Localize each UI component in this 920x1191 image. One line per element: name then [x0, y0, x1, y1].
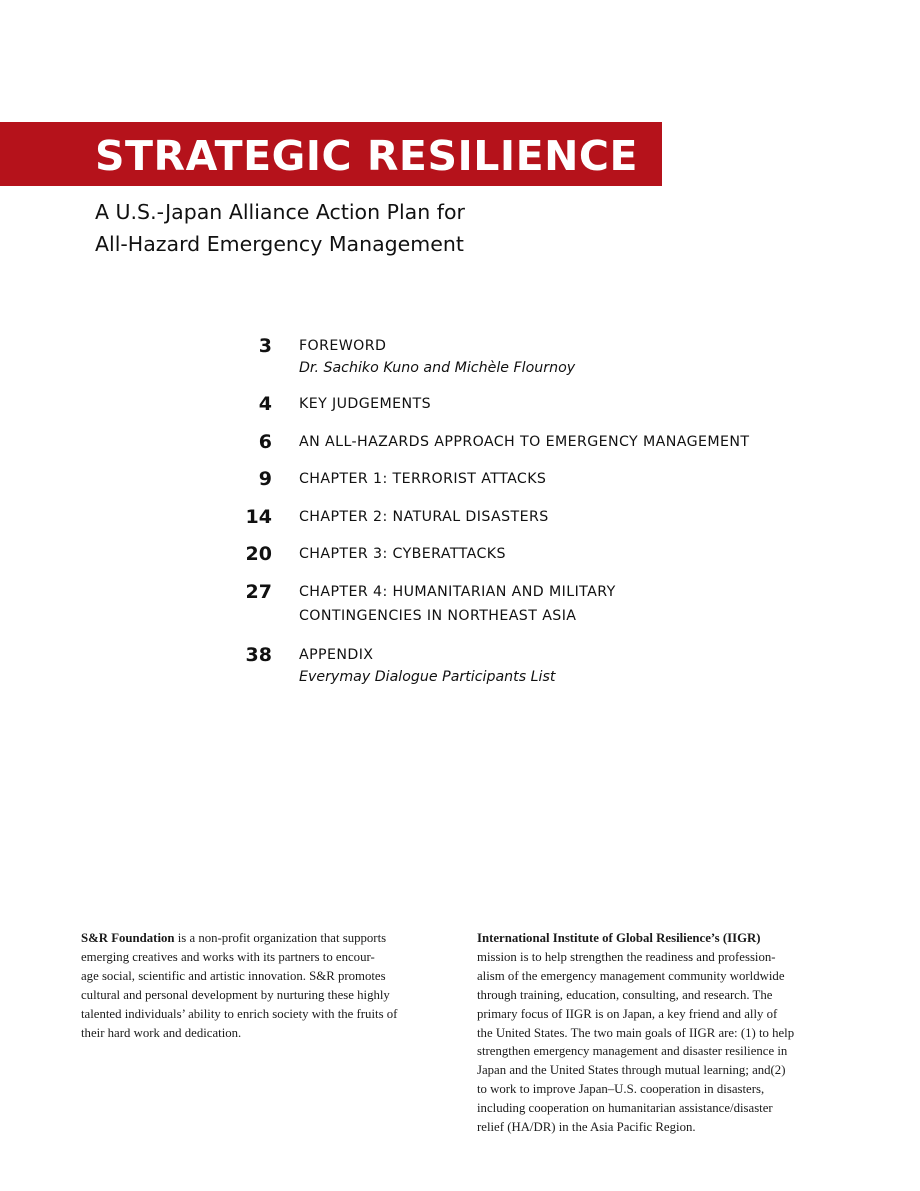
toc-title: FOREWORD: [299, 338, 387, 354]
report-title: STRATEGIC RESILIENCE: [95, 132, 639, 180]
toc-page-number: 4: [258, 393, 272, 415]
about-line: to work to improve Japan–U.S. cooperation in disasters,: [477, 1082, 765, 1097]
toc-page-number: 27: [245, 581, 272, 603]
about-line: alism of the emergency management community worldwide: [477, 968, 785, 983]
about-line: their hard work and dedication.: [81, 1025, 242, 1040]
about-line: primary focus of IIGR is on Japan, a key friend and ally of: [477, 1006, 778, 1021]
org-name: S&R Foundation: [81, 931, 175, 945]
toc-title: AN ALL-HAZARDS APPROACH TO EMERGENCY MANAGEMENT: [299, 434, 750, 450]
about-line: [81, 929, 453, 948]
toc-title: CHAPTER 2: NATURAL DISASTERS: [299, 509, 549, 525]
toc-page-number: 20: [245, 543, 272, 565]
about-line: through training, education, consulting, and research. The: [477, 987, 773, 1002]
about-line: age social, scientific and artistic innovation. S&R promotes: [81, 968, 386, 983]
about-line: strengthen emergency management and disaster resilience in: [477, 1044, 788, 1059]
toc-title: CONTINGENCIES IN NORTHEAST ASIA: [299, 608, 577, 624]
org-name: International Institute of Global Resilience’s (IIGR): [477, 931, 761, 945]
toc-title: CHAPTER 4: HUMANITARIAN AND MILITARY: [299, 584, 616, 600]
about-line: the United States. The two main goals of IIGR are: (1) to help: [477, 1025, 795, 1040]
toc-title: CHAPTER 1: TERRORIST ATTACKS: [299, 471, 547, 487]
about-line: relief (HA/DR) in the Asia Pacific Region.: [477, 1120, 696, 1135]
about-iigr: [477, 929, 847, 1137]
about-line: mission is to help strengthen the readiness and profession-: [477, 949, 776, 964]
about-sr-foundation: [81, 929, 453, 1042]
about-line: Japan and the United States through mutual learning; and(2): [477, 1063, 786, 1078]
about-line: cultural and personal development by nurturing these highly: [81, 987, 390, 1002]
toc-page-number: 3: [258, 335, 272, 357]
toc-page-number: 9: [258, 468, 272, 490]
about-line: including cooperation on humanitarian assistance/disaster: [477, 1101, 773, 1116]
toc-page-number: 38: [245, 644, 272, 666]
about-line: emerging creatives and works with its partners to encour-: [81, 949, 375, 964]
about-line: talented individuals’ ability to enrich society with the fruits of: [81, 1006, 398, 1021]
toc-subtitle: Dr. Sachiko Kuno and Michèle Flournoy: [299, 360, 576, 376]
report-subtitle: [95, 196, 465, 260]
about-text: is a non-profit organization that supports: [174, 931, 387, 945]
subtitle-line: All-Hazard Emergency Management: [95, 232, 464, 256]
toc-page-number: 6: [258, 431, 272, 453]
toc-title: APPENDIX: [299, 647, 374, 663]
about-line: [477, 929, 847, 948]
toc-page-number: 14: [245, 506, 272, 528]
subtitle-line: A U.S.-Japan Alliance Action Plan for: [95, 200, 465, 224]
toc-title: CHAPTER 3: CYBERATTACKS: [299, 546, 506, 562]
toc-title: KEY JUDGEMENTS: [299, 396, 431, 412]
toc-subtitle: Everymay Dialogue Participants List: [299, 669, 556, 685]
